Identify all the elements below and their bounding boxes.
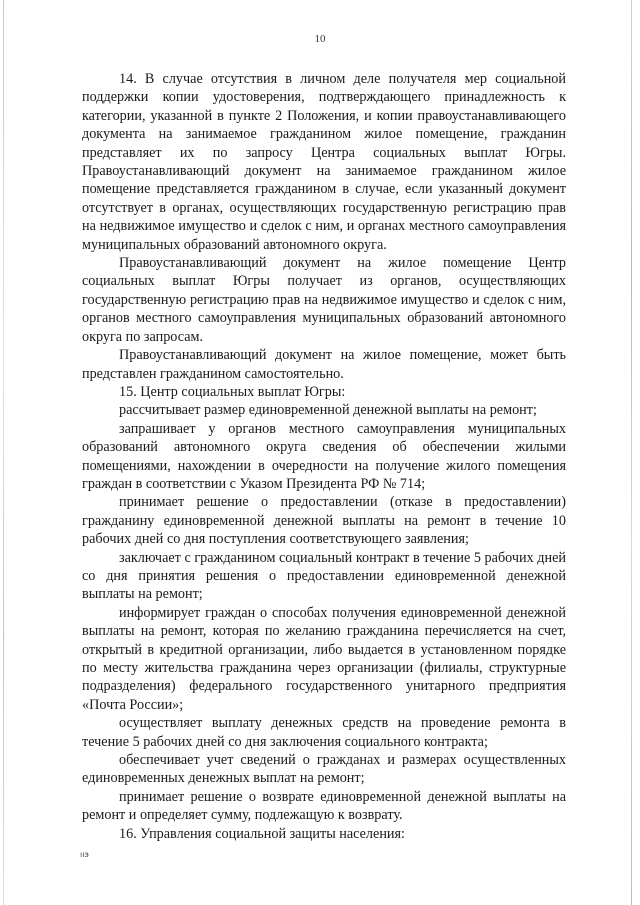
paragraph-14: 14. В случае отсутствия в личном деле получателя мер социальной поддержки копии удостоверения, подтверждающего принадлежность к категории, указанной в пункте 2 Положения, и копии правоустанавливающего документа на занимаемое гражданином жилое помещение, гражданин представляет их по запросу Центра социальных выплат Югры. Правоустанавливающий документ на занимаемое гражданином жилое помещение представляется гражданином в случае, если указанный документ отсутствует в органах, осуществляющих государственную регистрацию прав на недвижимое имущество и сделок с ним, и органах местного самоуправления муниципальных образований автономного округа. [82,71,566,253]
scan-edge-left [3,0,4,905]
list-item-contract: заключает с гражданином социальный контракт в течение 5 рабочих дней со дня принятия решения о предоставлении единовременной денежной выплаты на ремонт; [82,549,566,603]
list-item-calculates: рассчитывает размер единовременной денежной выплаты на ремонт; [119,402,537,419]
list-item-refund: принимает решение о возврате единовременной денежной выплаты на ремонт и определяет сумму, подлежащую к возврату. [82,788,566,824]
page-number: 10 [314,33,326,45]
scan-edge-right [631,0,632,905]
paragraph-title-document-source: Правоустанавливающий документ на жилое помещение Центр социальных выплат Югры получает из органов, осуществляющих государственную регистрацию прав на недвижимое имущество и сделок с ним, органов местного самоуправления муниципальных образований автономного округа по запросам. [82,255,566,345]
paragraph-16-heading: 16. Управления социальной защиты населения: [119,825,405,842]
list-item-records: обеспечивает учет сведений о гражданах и размерах осуществленных единовременных денежных выплат на ремонт; [82,752,566,787]
document-body [82,70,566,843]
paragraph-15-heading: 15. Центр социальных выплат Югры: [119,383,346,400]
paragraph-title-document-self: Правоустанавливающий документ на жилое помещение, может быть представлен гражданином самостоятельно. [82,347,566,382]
footer-code: ııэ [80,850,89,859]
list-item-pays: осуществляет выплату денежных средств на проведение ремонта в течение 5 рабочих дней со дня заключения социального контракта; [82,715,566,750]
list-item-decides: принимает решение о предоставлении (отказе в предоставлении) гражданину единовременной денежной выплаты на ремонт в течение 10 рабочих дней со дня поступления соответствующего заявления; [82,494,566,548]
list-item-informs: информирует граждан о способах получения единовременной денежной выплаты на ремонт, которая по желанию гражданина перечисляется на счет, открытый в кредитной организации, либо выдается в установленном порядке по месту жительства гражданина через организации (филиалы, структурные подразделения) федерального государственного унитарного предприятия «Почта России»; [82,604,566,713]
list-item-requests: запрашивает у органов местного самоуправления муниципальных образований автономного округа сведения об обеспечении жилыми помещениями, нахождении в очередности на получение жилого помещения граждан в соответствии с Указом Президента РФ № 714; [82,420,566,492]
